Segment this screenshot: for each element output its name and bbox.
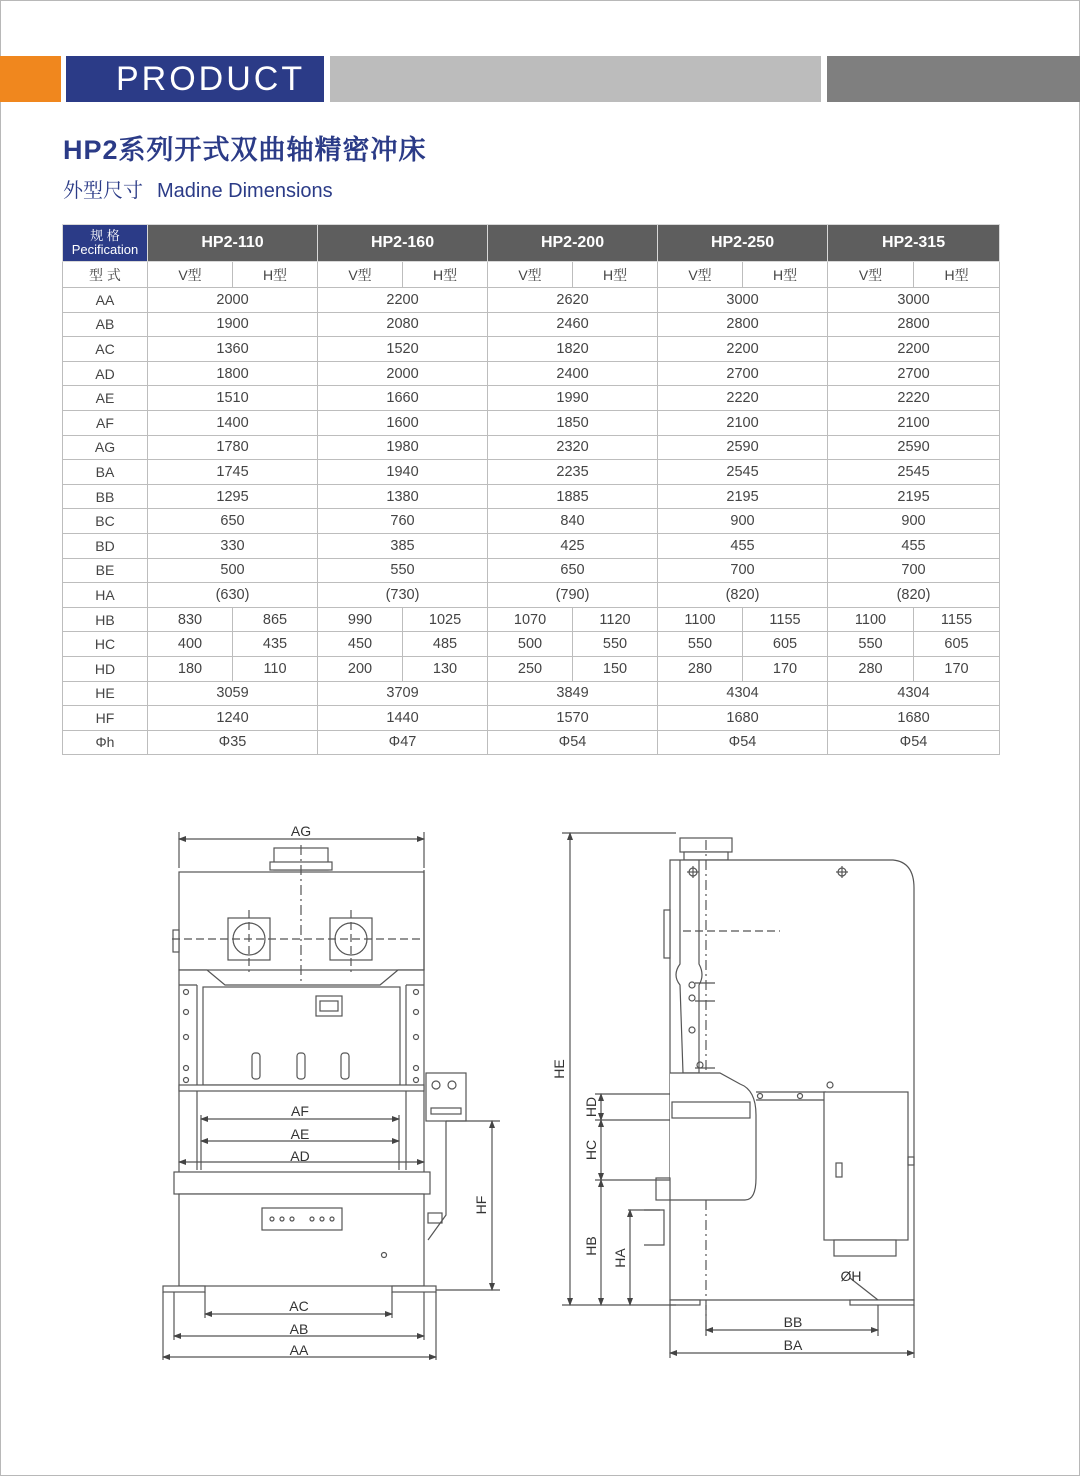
row-label: HC [63,632,148,657]
table-cell: 1600 [318,410,488,435]
front-view-drawing [163,832,500,1360]
label-hf: HF [473,1195,489,1215]
table-cell: 1680 [828,706,1000,731]
table-cell: 550 [318,558,488,583]
table-cell: 2235 [488,460,658,485]
table-cell: 1070 [488,607,573,632]
table-cell: 455 [828,533,1000,558]
subtitle-en: Madine Dimensions [157,180,333,202]
variant-h: H型 [914,262,1000,288]
row-label: BB [63,484,148,509]
table-cell: 150 [573,656,658,681]
spec-label-en: Pecification [71,242,139,257]
table-cell: 1885 [488,484,658,509]
table-cell: Φ54 [828,730,1000,755]
table-cell: 200 [318,656,403,681]
table-cell: 2590 [658,435,828,460]
table-cell: 1380 [318,484,488,509]
table-cell: 2000 [318,361,488,386]
table-cell: 2000 [148,288,318,313]
table-cell: 865 [233,607,318,632]
table-cell: 605 [914,632,1000,657]
variant-v: V型 [658,262,743,288]
model-header: HP2-250 [658,225,828,262]
table-cell: 435 [233,632,318,657]
row-label: Φh [63,730,148,755]
row-label: HD [63,656,148,681]
row-label: AF [63,410,148,435]
table-cell: 1980 [318,435,488,460]
table-cell: Φ35 [148,730,318,755]
variant-v: V型 [148,262,233,288]
row-label: BA [63,460,148,485]
table-cell: 280 [658,656,743,681]
table-cell: 1820 [488,337,658,362]
table-cell: 4304 [828,681,1000,706]
table-cell: Φ54 [488,730,658,755]
row-label: AC [63,337,148,362]
model-header: HP2-160 [318,225,488,262]
table-cell: 2320 [488,435,658,460]
table-cell: 550 [828,632,914,657]
table-cell: 2100 [658,410,828,435]
table-cell: 2545 [658,460,828,485]
page-title: HP2系列开式双曲轴精密冲床 [63,135,427,165]
table-cell: 1295 [148,484,318,509]
table-cell: 2800 [828,312,1000,337]
model-header: HP2-315 [828,225,1000,262]
table-cell: 2100 [828,410,1000,435]
table-cell: 550 [573,632,658,657]
table-cell: 1360 [148,337,318,362]
table-cell: 2200 [828,337,1000,362]
table-cell: 3000 [828,288,1000,313]
table-cell: 170 [743,656,828,681]
variant-v: V型 [488,262,573,288]
table-cell: 1240 [148,706,318,731]
row-label: HE [63,681,148,706]
table-cell: 1900 [148,312,318,337]
table-cell: 130 [403,656,488,681]
row-label: AA [63,288,148,313]
label-hc: HC [583,1139,599,1161]
label-ac: AC [289,1298,309,1314]
table-cell: 830 [148,607,233,632]
label-ae: AE [290,1126,310,1142]
row-label: BC [63,509,148,534]
table-cell: 180 [148,656,233,681]
table-cell: 1780 [148,435,318,460]
table-cell: 1850 [488,410,658,435]
table-cell: 550 [658,632,743,657]
table-cell: (790) [488,583,658,608]
table-cell: 2400 [488,361,658,386]
table-cell: 900 [658,509,828,534]
table-cell: 840 [488,509,658,534]
table-cell: 2590 [828,435,1000,460]
table-cell: 3849 [488,681,658,706]
table-cell: 760 [318,509,488,534]
model-header: HP2-200 [488,225,658,262]
table-cell: 3709 [318,681,488,706]
table-cell: 110 [233,656,318,681]
row-label: HA [63,583,148,608]
row-label: AE [63,386,148,411]
row-label: BE [63,558,148,583]
label-hb: HB [583,1236,599,1256]
table-cell: 2195 [658,484,828,509]
label-bb: BB [783,1314,803,1330]
table-cell: 650 [148,509,318,534]
table-cell: (630) [148,583,318,608]
table-cell: 1745 [148,460,318,485]
table-cell: 1510 [148,386,318,411]
label-phi-h: ØH [840,1268,862,1284]
table-cell: 1800 [148,361,318,386]
row-label: AD [63,361,148,386]
table-cell: 2620 [488,288,658,313]
table-cell: 4304 [658,681,828,706]
label-ab: AB [289,1321,309,1337]
label-he: HE [551,1059,567,1079]
table-cell: 2200 [658,337,828,362]
spec-label-cn: 规 格 [90,228,120,243]
table-cell: (730) [318,583,488,608]
table-cell: 2080 [318,312,488,337]
table-cell: 2220 [828,386,1000,411]
table-cell: 330 [148,533,318,558]
table-cell: 990 [318,607,403,632]
table-cell: 455 [658,533,828,558]
variant-h: H型 [573,262,658,288]
table-cell: 485 [403,632,488,657]
label-ba: BA [783,1337,803,1353]
row-label: AG [63,435,148,460]
table-cell: 605 [743,632,828,657]
table-cell: 900 [828,509,1000,534]
table-cell: 2460 [488,312,658,337]
table-cell: Φ54 [658,730,828,755]
label-ag: AG [290,823,312,839]
table-cell: 1100 [828,607,914,632]
table-cell: 500 [488,632,573,657]
table-cell: 1520 [318,337,488,362]
table-cell: 1990 [488,386,658,411]
label-ha: HA [612,1248,628,1268]
table-cell: Φ47 [318,730,488,755]
table-cell: 450 [318,632,403,657]
table-cell: 280 [828,656,914,681]
table-cell: 425 [488,533,658,558]
label-af: AF [291,1103,309,1119]
variant-h: H型 [233,262,318,288]
table-cell: 2545 [828,460,1000,485]
variant-h: H型 [403,262,488,288]
subtitle-cn: 外型尺寸 [63,180,143,202]
label-ad: AD [290,1148,310,1164]
table-cell: 1120 [573,607,658,632]
model-header: HP2-110 [148,225,318,262]
row-label: AB [63,312,148,337]
table-cell: 500 [148,558,318,583]
table-cell: 400 [148,632,233,657]
row-label: HF [63,706,148,731]
table-cell: 250 [488,656,573,681]
table-cell: 700 [828,558,1000,583]
variant-v: V型 [828,262,914,288]
type-label: 型 式 [63,262,148,288]
table-cell: 3059 [148,681,318,706]
table-cell: 1025 [403,607,488,632]
label-aa: AA [289,1342,309,1358]
label-hd: HD [583,1096,599,1118]
variant-v: V型 [318,262,403,288]
table-cell: 1680 [658,706,828,731]
table-cell: 2700 [658,361,828,386]
table-cell: 1940 [318,460,488,485]
table-cell: 1660 [318,386,488,411]
table-cell: 170 [914,656,1000,681]
table-cell: 650 [488,558,658,583]
table-cell: 2220 [658,386,828,411]
table-cell: 1155 [743,607,828,632]
table-cell: (820) [658,583,828,608]
row-label: HB [63,607,148,632]
table-cell: 385 [318,533,488,558]
table-cell: 2800 [658,312,828,337]
row-label: BD [63,533,148,558]
table-cell: 1570 [488,706,658,731]
table-cell: 2700 [828,361,1000,386]
table-cell: 2195 [828,484,1000,509]
table-cell: 1155 [914,607,1000,632]
table-cell: 700 [658,558,828,583]
table-cell: 1440 [318,706,488,731]
table-cell: 1100 [658,607,743,632]
table-cell: 2200 [318,288,488,313]
table-cell: (820) [828,583,1000,608]
table-cell: 1400 [148,410,318,435]
table-cell: 3000 [658,288,828,313]
variant-h: H型 [743,262,828,288]
header-section-label: PRODUCT [66,56,324,102]
